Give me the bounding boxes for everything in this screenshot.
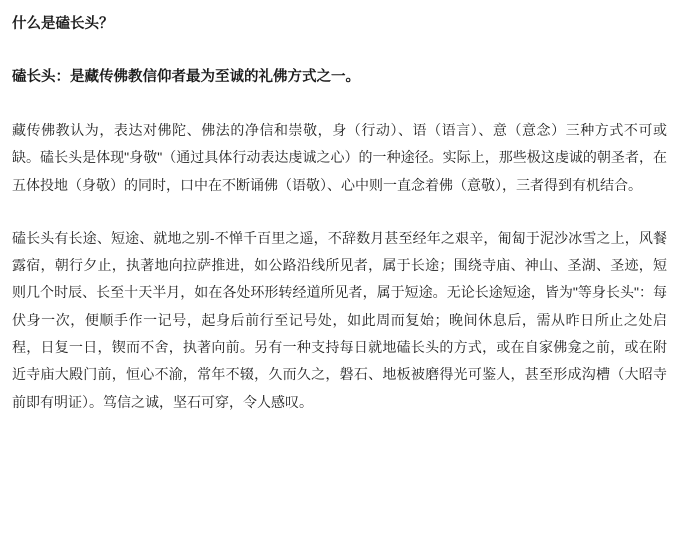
body-paragraph-2: 磕长头有长途、短途、就地之别-不惮千百里之遥，不辞数月甚至经年之艰辛，匍匐于泥沙冰雪之上，风餐露宿，朝行夕止，执著地向拉萨推进，如公路沿线所见者，属于长途；围绕寺庙、神山、圣湖、圣迹，短则几个时辰、长至十天半月，如在各处环形转经道所见者，属于短途。无论长途短途，皆为"等身长头"：每伏身一次，便顺手作一记号，起身后前行至记号处，如此周而复始；晚间休息后，需从昨日所止之处启程，日复一日，锲而不舍，执著向前。另有一种支持每日就地磕长头的方式，或在自家佛龛之前，或在附近寺庙大殿门前，恒心不渝，常年不辍，久而久之，磐石、地板被磨得光可鉴人，甚至形成沟槽（大昭寺前即有明证）。笃信之诚，坚石可穿，令人感叹。 — [12, 229, 667, 410]
lead-definition: 磕长头：是藏传佛教信仰者最为至诚的礼佛方式之一。 — [12, 68, 360, 85]
body-paragraph-1: 藏传佛教认为，表达对佛陀、佛法的净信和崇敬，身（行动）、语（语言）、意（意念）三种方式不可或缺。磕长头是体现"身敬"（通过具体行动表达虔诚之心）的一种途径。实际上，那些极这虔诚的朝圣者，在五体投地（身敬）的同时，口中在不断诵佛（语敬）、心中则一直念着佛（意敬），三者得到有机结合。 — [12, 121, 667, 193]
page-title: 什么是磕长头？ — [12, 16, 114, 32]
